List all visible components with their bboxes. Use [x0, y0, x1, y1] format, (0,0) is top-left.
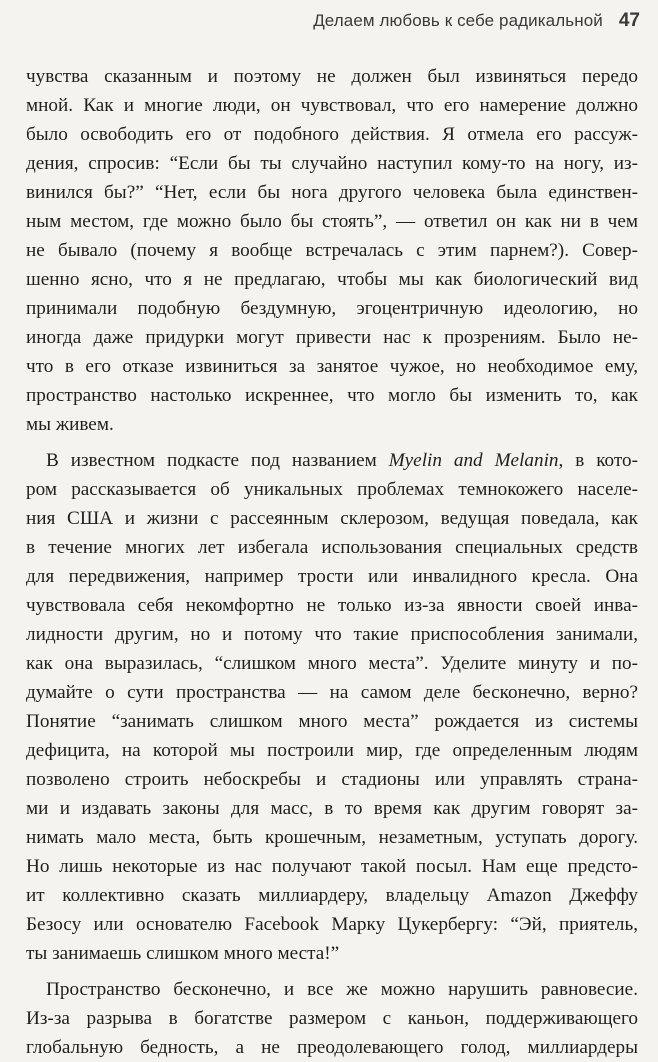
text-line: принимали подобную бездумную, эгоцентричную идеологию, но: [26, 298, 638, 319]
text-line: иногда даже придурки могут привести нас к прозрениям. Было не-: [26, 327, 638, 348]
text-line: чувствовала себя некомфортно не только из-за явности своей инва-: [26, 595, 638, 616]
text-line: Понятие “занимать слишком много места” рождается из системы: [26, 711, 638, 732]
text-line: что в его отказе извиниться за занятое чужое, но необходимое ему,: [26, 356, 638, 377]
text-line: нимать мало места, быть крошечным, незаметным, уступать дорогу.: [26, 827, 638, 848]
text-line: ты занимаешь слишком много места!”: [26, 943, 340, 964]
text-line: чувства сказанным и поэтому не должен был извиняться передо: [26, 66, 638, 87]
text-line: мы живем.: [26, 414, 114, 435]
text-line: Из-за разрыва в богатстве размером с каньон, поддерживающего: [26, 1008, 638, 1029]
podcast-title: Myelin and Melanin: [388, 450, 559, 471]
text-line: ром рассказывается об уникальных проблемах темнокожего населе-: [26, 479, 638, 500]
text-line: мной. Как и многие люди, он чувствовал, что его намерение должно: [26, 95, 638, 116]
paragraph-2: [26, 446, 638, 968]
text-line: Безосу или основателю Facebook Марку Цукербергу: “Эй, приятель,: [26, 914, 638, 935]
text-line: Пространство бесконечно, и все же можно нарушить равновесие.: [46, 979, 638, 1000]
text-line: как она выразилась, “слишком много места”. Уделите минуту и по-: [26, 653, 638, 674]
text-line: пространство настолько искреннее, что могло бы изменить то, как: [26, 385, 638, 406]
text-line: для передвижения, например трости или инвалидного кресла. Она: [26, 566, 638, 587]
text-line: винился бы?” “Нет, если бы нога другого человека была единствен-: [26, 182, 638, 203]
paragraph-1: [26, 62, 638, 439]
text-line: дения, спросив: “Если бы ты случайно наступил кому-то на ногу, из-: [26, 153, 638, 174]
body-text: [26, 62, 638, 1062]
text-line: ным местом, где можно было бы стоять”, — ответил он как ни в чем: [26, 211, 638, 232]
text-line: не бывало (почему я вообще встречалась с этим парнем?). Совер-: [26, 240, 638, 261]
text-fragment: , в кото-: [558, 450, 638, 471]
text-line: думайте о сути пространства — на самом деле бесконечно, верно?: [26, 682, 638, 703]
text-line: в течение многих лет избегала использования специальных средств: [26, 537, 638, 558]
text-line: ми и издавать законы для масс, в то время как другим говорят за-: [26, 798, 638, 819]
text-line: ния США и жизни с рассеянным склерозом, ведущая поведала, как: [26, 508, 638, 529]
paragraph-3: [26, 975, 638, 1062]
text-line: дефицита, на которой мы построили мир, где определенным людям: [26, 740, 638, 761]
text-line: позволено строить небоскребы и стадионы или управлять страна-: [26, 769, 638, 790]
text-line: глобальную бедность, а не преодолевающего голод, миллиардеры: [26, 1037, 638, 1058]
text-line: Но лишь некоторые из нас получают такой посыл. Нам еще предсто-: [26, 856, 638, 877]
page-number: 47: [618, 10, 640, 31]
running-title: Делаем любовь к себе радикальной: [313, 11, 603, 30]
text-line: ит коллективно сказать миллиардеру, владельцу Amazon Джеффу: [26, 885, 638, 906]
text-line: [26, 446, 638, 475]
text-line: было освободить его от подобного действия. Я отмела его рассуж-: [26, 124, 638, 145]
text-fragment: В известном подкасте под названием: [46, 450, 389, 471]
text-line: шенно ясно, что я не предлагаю, чтобы мы как биологический вид: [26, 269, 638, 290]
text-line: лидности другим, но и потому что такие приспособления занимали,: [26, 624, 638, 645]
running-header: [0, 10, 640, 32]
